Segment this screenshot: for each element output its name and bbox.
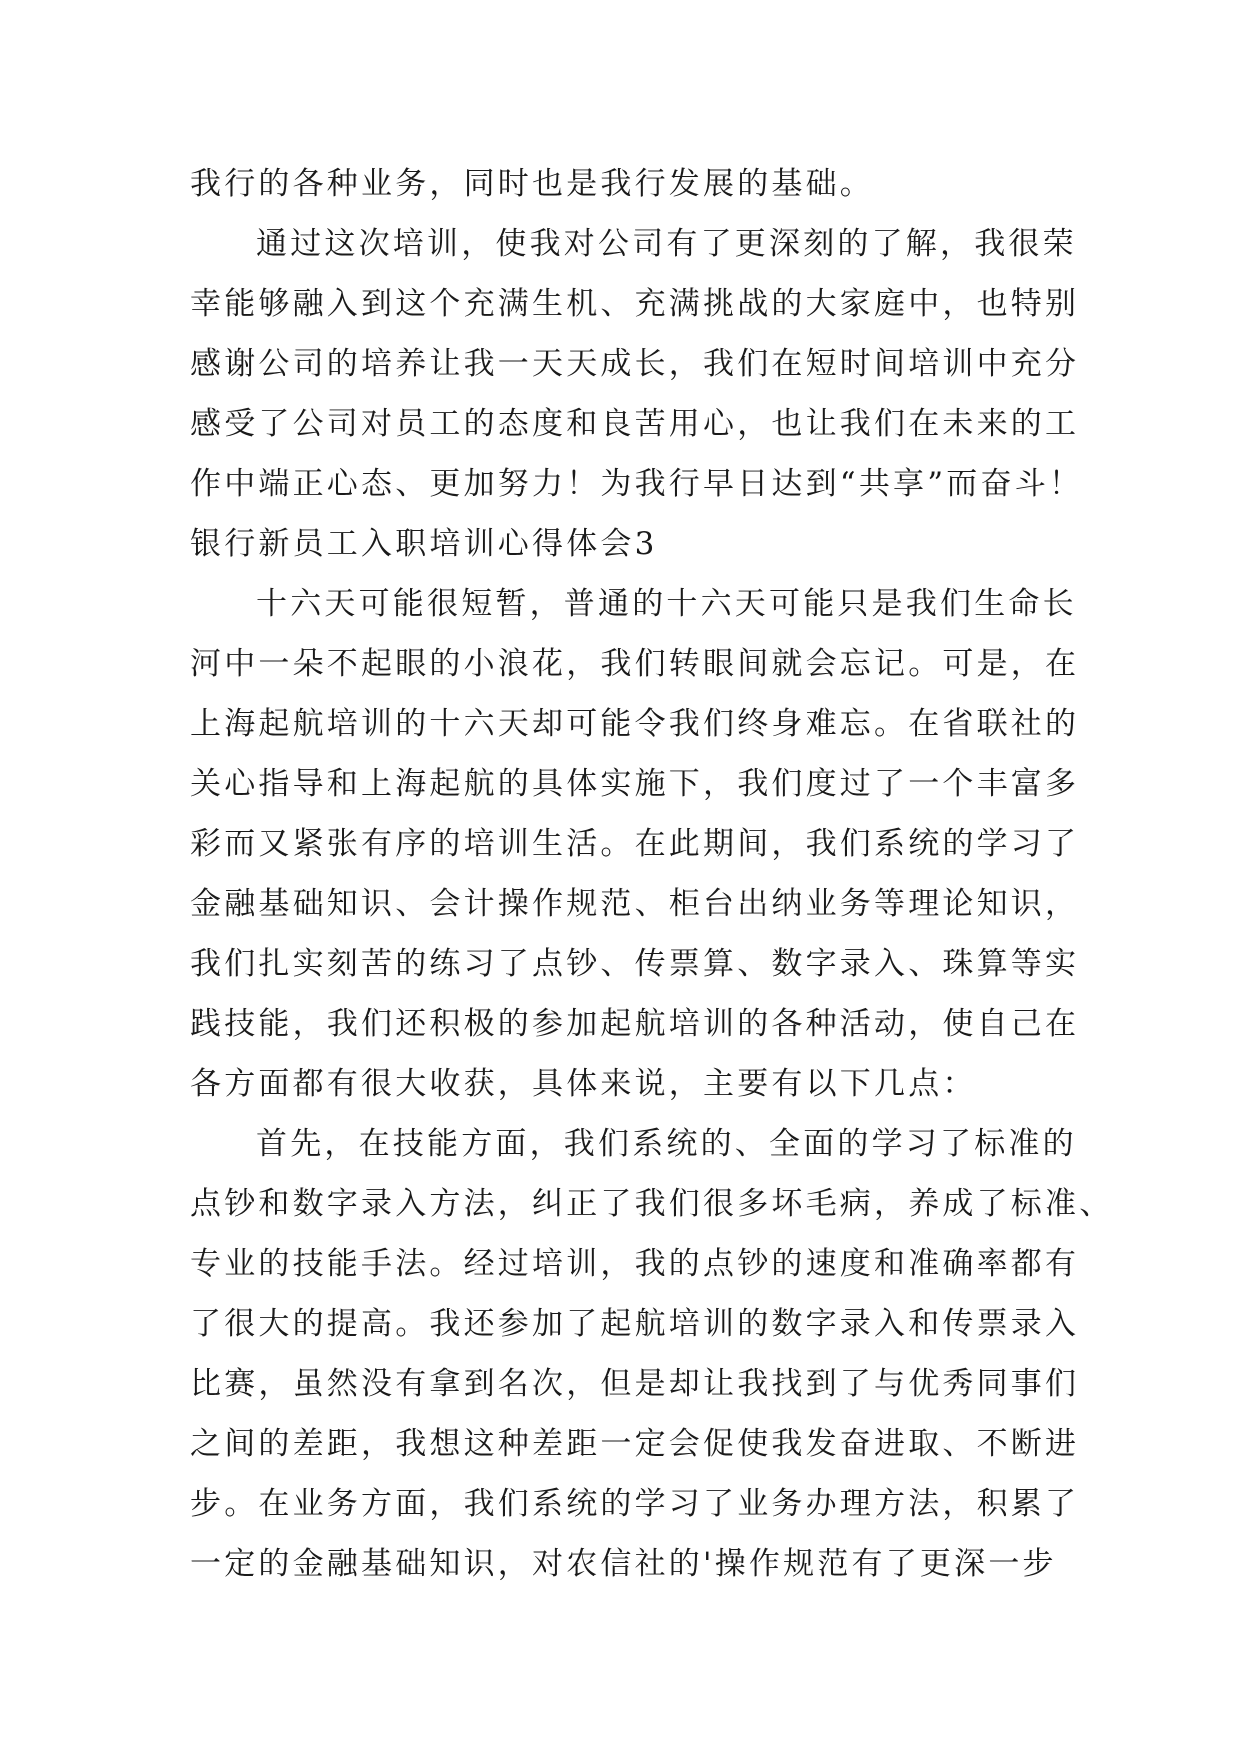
text-line: 步。在业务方面，我们系统的学习了业务办理方法，积累了 (190, 1486, 1080, 1522)
text-line: 幸能够融入到这个充满生机、充满挑战的大家庭中，也特别 (190, 286, 1080, 322)
paragraph-start-line: 十六天可能很短暂，普通的十六天可能只是我们生命长 (256, 586, 1077, 622)
document-body (190, 154, 1114, 1594)
text-line: 金融基础知识、会计操作规范、柜台出纳业务等理论知识， (190, 886, 1080, 922)
text-line: 各方面都有很大收获，具体来说，主要有以下几点： (190, 1066, 977, 1102)
text-line: 关心指导和上海起航的具体实施下，我们度过了一个丰富多 (190, 766, 1080, 802)
paragraph-start-line: 首先，在技能方面，我们系统的、全面的学习了标准的 (256, 1126, 1077, 1162)
text-line: 感受了公司对员工的态度和良苦用心，也让我们在未来的工 (190, 406, 1080, 442)
text-line: 我们扎实刻苦的练习了点钞、传票算、数字录入、珠算等实 (190, 946, 1080, 982)
text-line: 上海起航培训的十六天却可能令我们终身难忘。在省联社的 (190, 706, 1080, 742)
text-line: 作中端正心态、更加努力！为我行早日达到“共享”而奋斗！ (190, 466, 1084, 502)
text-line: 彩而又紧张有序的培训生活。在此期间，我们系统的学习了 (190, 826, 1080, 862)
text-line: 河中一朵不起眼的小浪花，我们转眼间就会忘记。可是，在 (190, 646, 1080, 682)
text-line: 践技能，我们还积极的参加起航培训的各种活动，使自己在 (190, 1006, 1080, 1042)
text-line: 感谢公司的培养让我一天天成长，我们在短时间培训中充分 (190, 346, 1080, 382)
text-line: 专业的技能手法。经过培训，我的点钞的速度和准确率都有 (190, 1246, 1080, 1282)
section-heading: 银行新员工入职培训心得体会3 (190, 526, 658, 562)
text-line: 了很大的提高。我还参加了起航培训的数字录入和传票录入 (190, 1306, 1080, 1342)
paragraph-start-line: 通过这次培训，使我对公司有了更深刻的了解，我很荣 (256, 226, 1077, 262)
text-line: 一定的金融基础知识，对农信社的'操作规范有了更深一步 (190, 1546, 1057, 1582)
text-line: 点钞和数字录入方法，纠正了我们很多坏毛病，养成了标准、 (190, 1186, 1114, 1222)
text-line: 之间的差距，我想这种差距一定会促使我发奋进取、不断进 (190, 1426, 1080, 1462)
text-line: 我行的各种业务，同时也是我行发展的基础。 (190, 166, 874, 202)
text-line: 比赛，虽然没有拿到名次，但是却让我找到了与优秀同事们 (190, 1366, 1080, 1402)
